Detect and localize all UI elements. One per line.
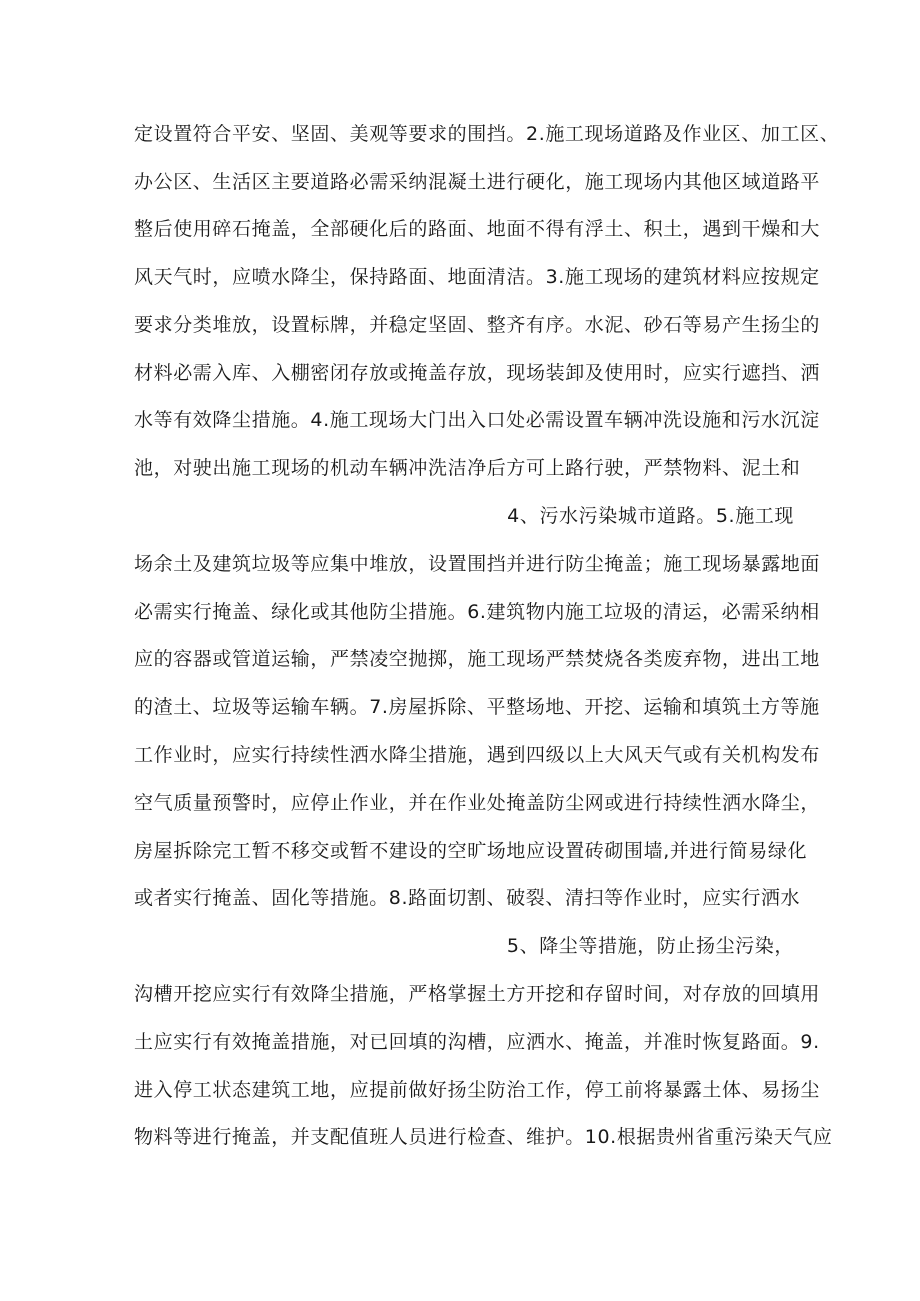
text-line: 空气质量预警时，应停止作业，并在作业处掩盖防尘网或进行持续性洒水降尘， <box>134 792 821 814</box>
text-line: 沟槽开挖应实行有效降尘措施，严格掌握土方开挖和存留时间，对存放的回填用 <box>134 983 821 1005</box>
text-line: 物料等进行掩盖，并支配值班人员进行检查、维护。10.根据贵州省重污染天气应 <box>134 1126 833 1148</box>
text-line: 进入停工状态建筑工地，应提前做好扬尘防治工作，停工前将暴露土体、易扬尘 <box>134 1079 821 1101</box>
text-line: 的渣土、垃圾等运输车辆。7.房屋拆除、平整场地、开挖、运输和填筑土方等施 <box>134 696 820 718</box>
text-line: 整后使用碎石掩盖，全部硬化后的路面、地面不得有浮土、积土，遇到干燥和大 <box>134 218 821 240</box>
text-line: 必需实行掩盖、绿化或其他防尘措施。6.建筑物内施工垃圾的清运，必需采纳相 <box>134 601 820 623</box>
text-line: 场余土及建筑垃圾等应集中堆放，设置围挡并进行防尘掩盖；施工现场暴露地面 <box>134 553 821 575</box>
text-line-right-aligned: 5、降尘等措施，防止扬尘污染， <box>506 935 794 957</box>
text-line: 或者实行掩盖、固化等措施。8.路面切割、破裂、清扫等作业时，应实行洒水 <box>134 887 801 909</box>
text-line: 池，对驶出施工现场的机动车辆冲洗洁净后方可上路行驶，严禁物料、泥土和 <box>134 457 801 479</box>
text-line-right-aligned: 4、污水污染城市道路。5.施工现 <box>507 505 794 527</box>
text-line: 应的容器或管道运输，严禁凌空抛掷，施工现场严禁焚烧各类废弃物，进出工地 <box>134 648 821 670</box>
text-line: 办公区、生活区主要道路必需采纳混凝土进行硬化，施工现场内其他区域道路平 <box>134 171 821 193</box>
text-line: 材料必需入库、入棚密闭存放或掩盖存放，现场装卸及使用时，应实行遮挡、洒 <box>134 362 821 384</box>
text-line: 定设置符合平安、坚固、美观等要求的围挡。2.施工现场道路及作业区、加工区、 <box>134 123 840 145</box>
text-line: 要求分类堆放，设置标牌，并稳定坚固、整齐有序。水泥、砂石等易产生扬尘的 <box>134 314 821 336</box>
text-line: 土应实行有效掩盖措施，对已回填的沟槽，应洒水、掩盖，并准时恢复路面。9. <box>134 1031 820 1053</box>
text-line: 房屋拆除完工暂不移交或暂不建设的空旷场地应设置砖砌围墙,并进行简易绿化 <box>134 840 808 862</box>
text-line: 工作业时，应实行持续性洒水降尘措施，遇到四级以上大风天气或有关机构发布 <box>134 744 821 766</box>
text-line: 水等有效降尘措施。4.施工现场大门出入口处必需设置车辆冲洗设施和污水沉淀 <box>134 409 820 431</box>
text-line: 风天气时，应喷水降尘，保持路面、地面清洁。3.施工现场的建筑材料应按规定 <box>134 266 820 288</box>
